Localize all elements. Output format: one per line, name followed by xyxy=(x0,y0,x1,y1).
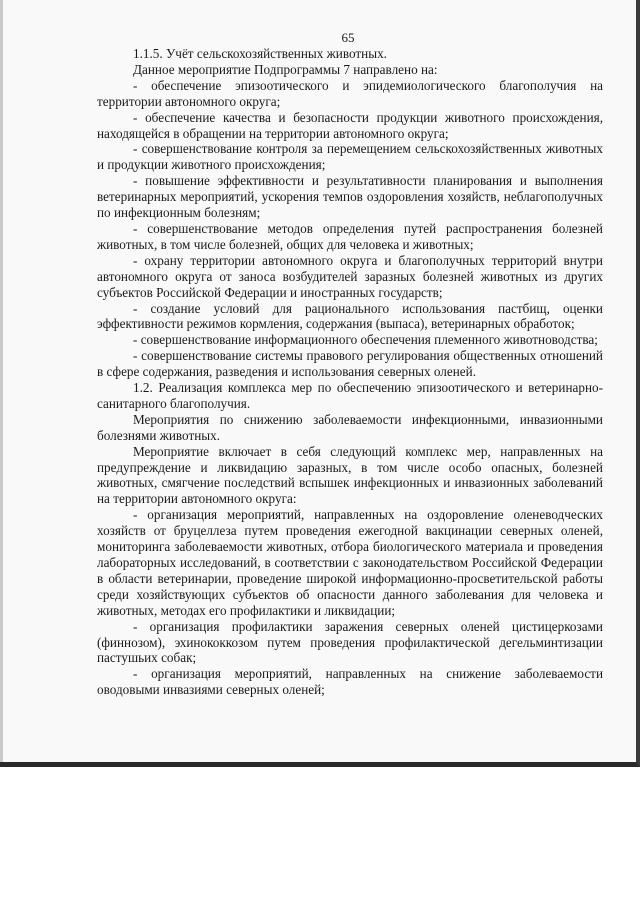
subsection-heading: Мероприятия по снижению заболеваемости инфекционными, инвазионными болезнями животных. xyxy=(97,411,603,443)
measures-intro-paragraph: Мероприятие включает в себя следующий комплекс мер, направленных на предупреждение и ликвидацию заразных, в том числе особо опасных, болезней животных, смягчение последствий вспышек инфекционных и инвазионных заболеваний на территории автономного округа: xyxy=(97,443,603,507)
section-heading-1-1-5: 1.1.5. Учёт сельскохозяйственных животных. xyxy=(133,46,387,61)
list-item-brucellosis: - организация мероприятий, направленных на оздоровление оленеводческих хозяйств от бруцеллеза путем проведения ежегодной вакцинации северных оленей, мониторинга заболеваемости животных, отбора биологического материала и проведения лабораторных исследований, в соответствии с законодательством Российской Федерации в области ветеринарии, проведение широкой информационно-просветительской работы среди хозяйствующих субъектов об опасности данного заболевания для человека и животных, методах его профилактики и ликвидации; xyxy=(97,507,603,618)
list-item-movement-control: - совершенствование контроля за перемещением сельскохозяйственных животных и продукции животного происхождения; xyxy=(97,141,603,173)
list-item-epizootic: - обеспечение эпизоотического и эпидемиологического благополучия на территории автономного округа; xyxy=(97,77,603,109)
section-heading-1-2: 1.2. Реализация комплекса мер по обеспечению эпизоотического и ветеринарно-санитарного благополучия. xyxy=(97,380,603,411)
list-item-efficiency: - повышение эффективности и результативности планирования и выполнения ветеринарных мероприятий, ускорения темпов оздоровления хозяйств, неблагополучных по инфекционным болезням; xyxy=(97,173,603,221)
page-number: 65 xyxy=(341,30,355,45)
list-item-territory-protection: - охрану территории автономного округа и благополучных территорий внутри автономного округа от заноса возбудителей заразных болезней животных из других субъектов Российской Федерации и иностранных государств; xyxy=(97,252,603,300)
list-item-cysticercosis: - организация профилактики заражения северных оленей цистицеркозами (финнозом), эхинококкозом путем проведения профилактической дегельминтизации пастушьих собак; xyxy=(97,618,603,666)
list-item-legal-regulation: - совершенствование системы правового регулирования общественных отношений в сфере содержания, разведения и использования северных оленей. xyxy=(97,348,603,380)
document-body xyxy=(97,46,603,698)
intro-paragraph: Данное мероприятие Подпрограммы 7 направлено на: xyxy=(133,61,438,77)
sheet-left-edge xyxy=(0,0,3,762)
list-item-pastures: - создание условий для рационального использования пастбищ, оценки эффективности режимов кормления, содержания (выпаса), ветеринарных обработок; xyxy=(97,300,603,332)
list-item-methods: - совершенствование методов определения путей распространения болезней животных, в том числе болезней, общих для человека и животных; xyxy=(97,220,603,252)
list-item-information: - совершенствование информационного обеспечения племенного животноводства; xyxy=(133,332,598,348)
list-item-quality: - обеспечение качества и безопасности продукции животного происхождения, находящейся в обращении на территории автономного округа; xyxy=(97,109,603,141)
list-item-gadfly-invasions: - организация мероприятий, направленных на снижение заболеваемости оводовыми инвазиями северных оленей; xyxy=(97,666,603,698)
